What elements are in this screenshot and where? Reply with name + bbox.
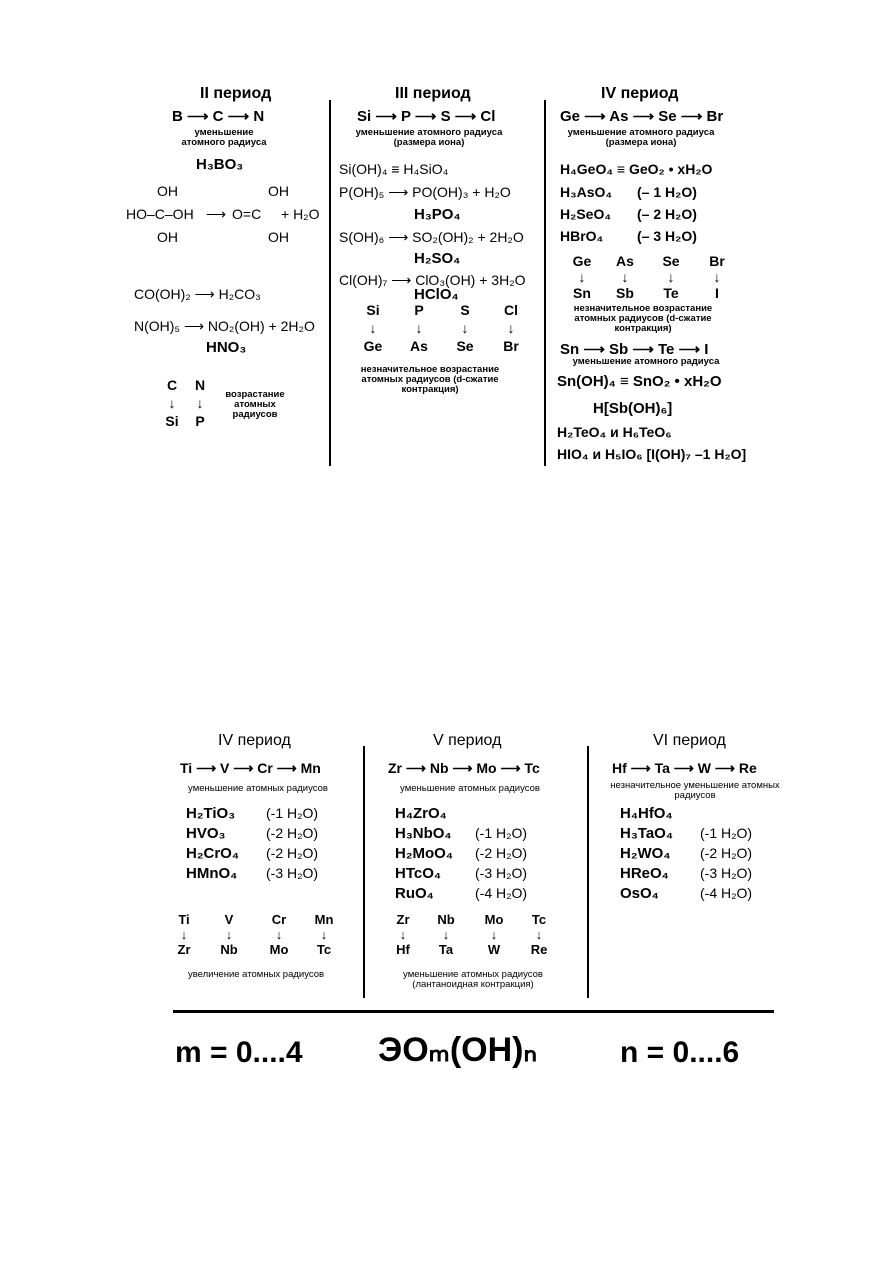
grid-cell: Tc [316, 942, 332, 957]
iv-line6: H[Sb(OH)₆] [593, 400, 673, 417]
grid-cell: Tc [531, 912, 547, 927]
bottom-vi-header: VI период [653, 732, 726, 749]
iv-line2b: (– 1 H₂O) [637, 184, 697, 200]
water-loss: (-1 H₂O) [266, 805, 319, 821]
acid-formula: H₄HfO₄ [620, 805, 673, 822]
period-ii-note: уменьшение атомного радиуса [181, 127, 267, 148]
grid-arrow: ↓ [461, 320, 469, 336]
n-oh-line: N(OH)₅ ⟶ NO₂(OH) + 2H₂O [134, 318, 315, 334]
grid-cell: I [715, 285, 719, 301]
period-iii-grid-note: незначительное возрастание атомных радиусов (d-сжатие контракция) [360, 364, 500, 395]
formula-n-range: n = 0....6 [620, 1036, 740, 1069]
iv-line7: H₂TeO₄ и H₆TeO₆ [557, 424, 672, 440]
water-loss: (-1 H₂O) [700, 825, 753, 841]
acid-formula: HReO₄ [620, 865, 669, 882]
acid-formula: RuO₄ [395, 885, 434, 902]
struct-right: O=C [232, 206, 262, 222]
period-iv-note: уменьшение атомного радиуса (размера иона) [567, 127, 715, 148]
water-loss: (-4 H₂O) [475, 885, 528, 901]
grid-cell: Br [709, 253, 725, 269]
bottom-iv-flow: Ti ⟶ V ⟶ Cr ⟶ Mn [180, 760, 321, 776]
iv-line1: H₄GeO₄ ≡ GeO₂ • xH₂O [560, 161, 713, 177]
formula-m-range: m = 0....4 [175, 1036, 303, 1069]
grid-arrow: ↓ [275, 927, 283, 942]
top-divider-left [329, 100, 331, 466]
grid-cell: Ge [572, 253, 592, 269]
grid-cell: Se [456, 338, 474, 354]
struct-right-oh-bottom: OH [268, 229, 289, 245]
acid-formula: OsO₄ [620, 885, 659, 902]
bottom-v-grid [385, 912, 561, 957]
period-iv-flow: Ge ⟶ As ⟶ Se ⟶ Br [560, 108, 724, 125]
water-loss: (-2 H₂O) [700, 845, 753, 861]
grid-cell: Mo [484, 912, 504, 927]
period-iv-grid [562, 253, 740, 301]
iii-line1: Si(OH)₄ ≡ H₄SiO₄ [339, 161, 449, 177]
top-divider-right [544, 100, 546, 466]
period-ii-header: II период [200, 85, 272, 102]
acid-formula: HMnO₄ [186, 865, 238, 882]
water-loss: (-1 H₂O) [475, 825, 528, 841]
grid-cell: Re [530, 942, 548, 957]
grid-cell: Sb [616, 285, 634, 301]
grid-cell: N [194, 377, 206, 393]
period-ii-flow: B ⟶ C ⟶ N [172, 108, 265, 125]
grid-cell: Hf [396, 942, 410, 957]
formula-main: ЭOₘ(OH)ₙ [378, 1031, 538, 1069]
grid-arrow: ↓ [168, 395, 176, 411]
bottom-v-flow: Zr ⟶ Nb ⟶ Mo ⟶ Tc [388, 760, 540, 776]
acid-formula: H₂CrO₄ [186, 845, 239, 862]
iii-line7: HClO₄ [414, 286, 459, 303]
struct-oh-top: OH [157, 183, 178, 199]
acid-formula: H₂MoO₄ [395, 845, 453, 862]
period-ii-grid [158, 377, 214, 429]
grid-arrow: ↓ [621, 269, 629, 285]
bottom-iv-note: уменьшение атомных радиусов [188, 783, 328, 794]
grid-cell: Se [662, 253, 680, 269]
grid-arrow: ↓ [415, 320, 423, 336]
period-iii-grid [350, 302, 534, 354]
acid-formula: H₂WO₄ [620, 845, 671, 862]
grid-cell: As [616, 253, 634, 269]
bottom-iv-grid-note: увеличение атомных радиусов [187, 969, 325, 980]
struct-water: + H₂O [281, 206, 320, 222]
period-iv-note2: уменьшение атомного радиуса [572, 356, 720, 367]
acid-formula: HVO₃ [186, 825, 226, 842]
grid-cell: Nb [437, 912, 455, 927]
bottom-vi-note: незначительное уменьшение атомных радиусов [610, 780, 780, 801]
grid-cell: Te [663, 285, 679, 301]
struct-left: HO–C–OH [126, 206, 194, 222]
bottom-v-header: V период [433, 732, 502, 749]
iv-line4a: HBrO₄ [560, 228, 604, 244]
struct-right-oh-top: OH [268, 183, 289, 199]
grid-cell: Ti [178, 912, 190, 927]
grid-arrow: ↓ [535, 927, 543, 942]
period-iv-flow2: Sn ⟶ Sb ⟶ Te ⟶ I [560, 341, 709, 358]
iv-line4b: (– 3 H₂O) [637, 228, 697, 244]
iii-line3: H₃PO₄ [414, 206, 461, 223]
iii-line2: P(OH)₅ ⟶ PO(OH)₃ + H₂O [339, 184, 511, 200]
water-loss: (-3 H₂O) [475, 865, 528, 881]
iv-line3b: (– 2 H₂O) [637, 206, 697, 222]
water-loss: (-2 H₂O) [266, 825, 319, 841]
acid-formula: H₃TaO₄ [620, 825, 673, 842]
grid-arrow: ↓ [369, 320, 377, 336]
period-iv-header: IV период [601, 85, 679, 102]
acid-formula: H₄ZrO₄ [395, 805, 447, 822]
grid-cell: Cl [504, 302, 518, 318]
acid-formula: H₂TiO₃ [186, 805, 236, 822]
iii-line6: Cl(OH)₇ ⟶ ClO₃(OH) + 3H₂O [339, 272, 526, 288]
period-ii-grid-note: возрастание атомных радиусов [225, 389, 285, 420]
water-loss: (-3 H₂O) [700, 865, 753, 881]
grid-cell: Si [165, 413, 179, 429]
grid-cell: V [224, 912, 234, 927]
grid-arrow: ↓ [667, 269, 675, 285]
formula-rule [173, 1010, 774, 1013]
grid-cell: Br [503, 338, 519, 354]
iv-line3a: H₂SeO₄ [560, 206, 612, 222]
grid-cell: Nb [220, 942, 238, 957]
iii-line5: H₂SO₄ [414, 250, 461, 267]
grid-arrow: ↓ [399, 927, 407, 942]
grid-arrow: ↓ [196, 395, 204, 411]
bottom-divider-right [587, 746, 589, 998]
grid-cell: Si [366, 302, 380, 318]
bottom-v-grid-note: уменьшение атомных радиусов (лантаноидная контракция) [403, 969, 543, 990]
co-oh-line: CO(OH)₂ ⟶ H₂CO₃ [134, 286, 261, 302]
grid-cell: Ta [438, 942, 454, 957]
grid-cell: P [414, 302, 424, 318]
struct-arrow: ⟶ [206, 206, 227, 222]
grid-cell: C [166, 377, 178, 393]
bottom-iv-header: IV период [218, 732, 291, 749]
grid-cell: Cr [271, 912, 287, 927]
period-iii-header: III период [395, 85, 471, 102]
water-loss: (-4 H₂O) [700, 885, 753, 901]
water-loss: (-2 H₂O) [475, 845, 528, 861]
grid-arrow: ↓ [507, 320, 515, 336]
grid-arrow: ↓ [320, 927, 328, 942]
period-iii-note: уменьшение атомного радиуса (размера иона) [355, 127, 503, 148]
struct-oh-bottom: OH [157, 229, 178, 245]
iv-line5: Sn(OH)₄ ≡ SnO₂ • xH₂O [557, 373, 722, 390]
acid-formula: H₃NbO₄ [395, 825, 452, 842]
grid-cell: Sn [573, 285, 591, 301]
grid-arrow: ↓ [578, 269, 586, 285]
hno3-formula: HNO₃ [206, 339, 247, 356]
period-iii-flow: Si ⟶ P ⟶ S ⟶ Cl [357, 108, 496, 125]
period-iv-grid-note: незначительное возрастание атомных радиусов (d-сжатие контракция) [573, 303, 713, 334]
bottom-divider-left [363, 746, 365, 998]
grid-cell: As [410, 338, 428, 354]
acid-formula: HTcO₄ [395, 865, 442, 882]
grid-arrow: ↓ [225, 927, 233, 942]
grid-cell: S [460, 302, 470, 318]
grid-cell: W [487, 942, 501, 957]
grid-cell: Zr [177, 942, 191, 957]
water-loss: (-2 H₂O) [266, 845, 319, 861]
iii-line4: S(OH)₆ ⟶ SO₂(OH)₂ + 2H₂O [339, 229, 524, 245]
iv-line8: HIO₄ и H₅IO₆ [I(OH)₇ –1 H₂O] [557, 446, 747, 462]
bottom-v-note: уменьшение атомных радиусов [400, 783, 540, 794]
grid-cell: Zr [396, 912, 410, 927]
grid-arrow: ↓ [442, 927, 450, 942]
bottom-iv-grid [166, 912, 346, 957]
water-loss: (-3 H₂O) [266, 865, 319, 881]
grid-cell: Mo [269, 942, 289, 957]
bottom-vi-flow: Hf ⟶ Ta ⟶ W ⟶ Re [612, 760, 757, 776]
grid-cell: P [195, 413, 205, 429]
grid-cell: Ge [363, 338, 383, 354]
h3bo3-formula: H₃BO₃ [196, 156, 244, 173]
iv-line2a: H₃AsO₄ [560, 184, 613, 200]
grid-arrow: ↓ [713, 269, 721, 285]
grid-arrow: ↓ [490, 927, 498, 942]
grid-cell: Mn [314, 912, 334, 927]
grid-arrow: ↓ [180, 927, 188, 942]
